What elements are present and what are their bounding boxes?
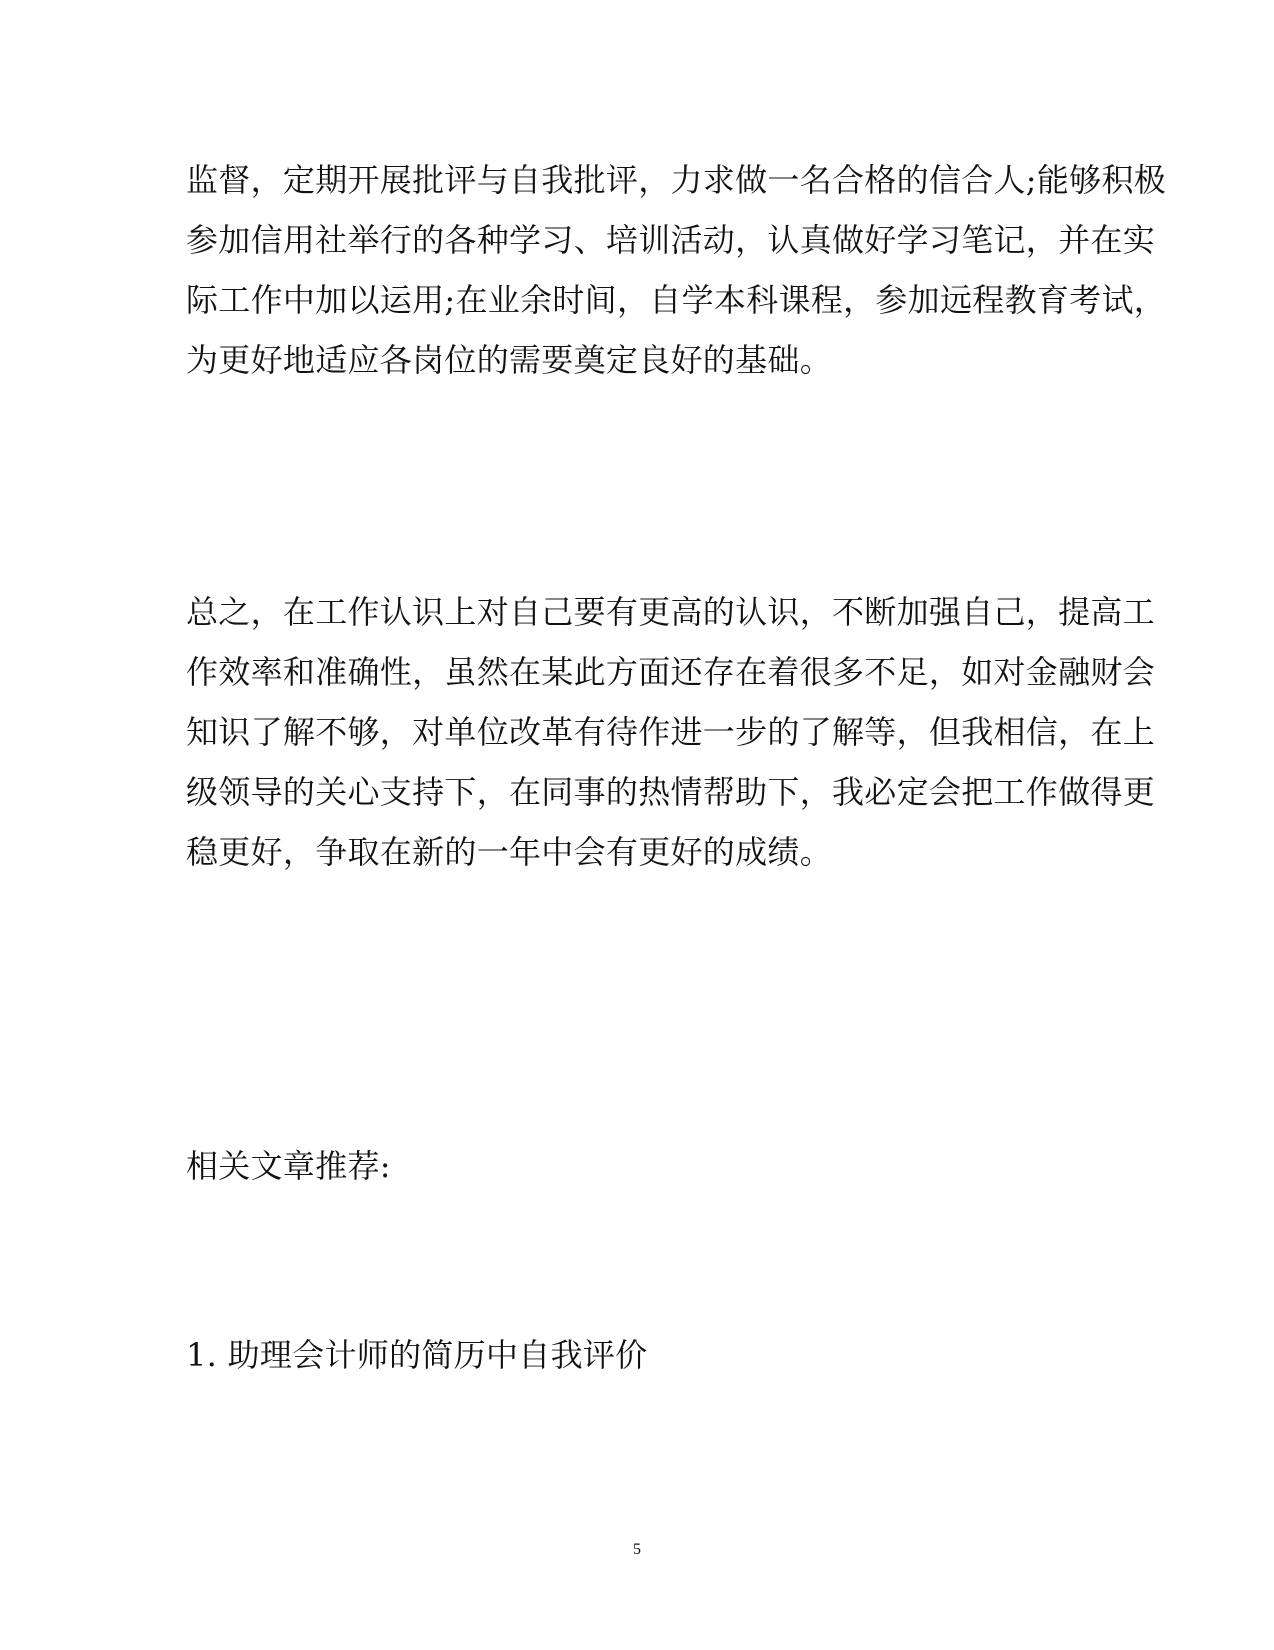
paragraph-line: 际工作中加以运用;在业余时间，自学本科课程，参加远程教育考试， — [186, 281, 1167, 319]
paragraph-line: 级领导的关心支持下，在同事的热情帮助下，我必定会把工作做得更 — [186, 773, 1156, 811]
paragraph-line: 为更好地适应各岗位的需要奠定良好的基础。 — [186, 341, 833, 379]
related-articles-heading: 相关文章推荐: — [186, 1147, 391, 1185]
paragraph-line: 参加信用社举行的各种学习、培训活动，认真做好学习笔记，并在实 — [186, 221, 1156, 259]
page-number: 5 — [633, 1541, 641, 1558]
related-article-link[interactable]: 1. 助理会计师的简历中自我评价 — [186, 1336, 648, 1374]
paragraph-line: 总之，在工作认识上对自己要有更高的认识，不断加强自己，提高工 — [186, 593, 1156, 631]
paragraph-line: 稳更好，争取在新的一年中会有更好的成绩。 — [186, 833, 833, 871]
paragraph-line: 监督，定期开展批评与自我批评，力求做一名合格的信合人;能够积极 — [186, 161, 1167, 199]
paragraph-line: 作效率和准确性，虽然在某此方面还存在着很多不足，如对金融财会 — [186, 653, 1156, 691]
paragraph-line: 知识了解不够，对单位改革有待作进一步的了解等，但我相信，在上 — [186, 713, 1156, 751]
